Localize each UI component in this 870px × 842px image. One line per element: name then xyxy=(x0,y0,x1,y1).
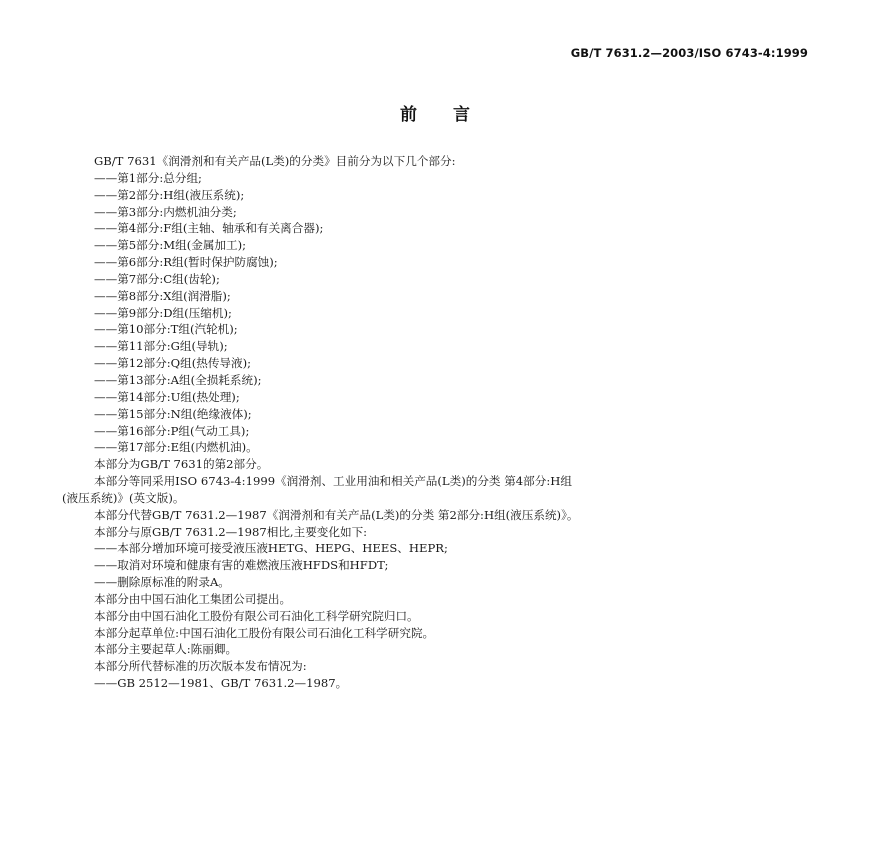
foreword-paragraph: ——第13部分:A组(全损耗系统); xyxy=(94,372,262,387)
standard-number: GB/T 7631.2—2003/ISO 6743-4:1999 xyxy=(570,46,808,60)
foreword-paragraph: 本部分代替GB/T 7631.2—1987《润滑剂和有关产品(L类)的分类 第2部分:H组(液压系统)》。 xyxy=(94,507,579,522)
foreword-paragraph: 本部分所代替标准的历次版本发布情况为: xyxy=(94,659,307,674)
foreword-paragraph: 本部分等同采用ISO 6743-4:1999《润滑剂、工业用油和相关产品(L类)的分类 第4部分:H组 xyxy=(94,474,572,489)
foreword-paragraph: ——第2部分:H组(液压系统); xyxy=(94,187,245,202)
foreword-paragraph: ——第15部分:N组(绝缘液体); xyxy=(94,406,252,421)
foreword-paragraph: ——取消对环境和健康有害的难燃液压液HFDS和HFDT; xyxy=(94,558,389,573)
foreword-paragraph: 本部分由中国石油化工集团公司提出。 xyxy=(94,591,292,606)
foreword-paragraph: 本部分与原GB/T 7631.2—1987相比,主要变化如下: xyxy=(94,524,368,539)
foreword-paragraph: 本部分主要起草人:陈丽卿。 xyxy=(94,642,238,657)
foreword-paragraph: ——第14部分:U组(热处理); xyxy=(94,389,240,404)
foreword-paragraph: ——第17部分:E组(内燃机油)。 xyxy=(94,440,258,455)
foreword-paragraph: 本部分为GB/T 7631的第2部分。 xyxy=(94,457,269,472)
page-title: 前言 xyxy=(400,105,506,125)
foreword-paragraph: ——本部分增加环境可接受液压液HETG、HEPG、HEES、HEPR; xyxy=(94,541,448,556)
foreword-paragraph: ——第9部分:D组(压缩机); xyxy=(94,305,232,320)
foreword-paragraph: ——第6部分:R组(暂时保护防腐蚀); xyxy=(94,255,278,270)
foreword-paragraph: 本部分由中国石油化工股份有限公司石油化工科学研究院归口。 xyxy=(94,608,419,623)
foreword-paragraph: ——GB 2512—1981、GB/T 7631.2—1987。 xyxy=(94,676,348,691)
foreword-paragraph: ——第4部分:F组(主轴、轴承和有关离合器); xyxy=(94,221,324,236)
foreword-paragraph: ——第7部分:C组(齿轮); xyxy=(94,271,220,286)
foreword-paragraph: GB/T 7631《润滑剂和有关产品(L类)的分类》目前分为以下几个部分: xyxy=(94,154,456,168)
foreword-paragraph: ——第10部分:T组(汽轮机); xyxy=(94,322,238,337)
foreword-paragraph: ——删除原标准的附录A。 xyxy=(94,575,230,590)
foreword-paragraph: ——第12部分:Q组(热传导液); xyxy=(94,356,252,371)
foreword-paragraph: ——第1部分:总分组; xyxy=(94,170,202,185)
foreword-paragraph: ——第5部分:M组(金属加工); xyxy=(94,238,247,253)
foreword-paragraph: (液压系统)》(英文版)。 xyxy=(62,490,185,505)
foreword-body xyxy=(62,153,822,692)
foreword-paragraph: 本部分起草单位:中国石油化工股份有限公司石油化工科学研究院。 xyxy=(94,625,435,640)
foreword-paragraph: ——第11部分:G组(导轨); xyxy=(94,339,228,354)
foreword-paragraph: ——第8部分:X组(润滑脂); xyxy=(94,288,231,303)
foreword-paragraph: ——第16部分:P组(气动工具); xyxy=(94,423,250,438)
foreword-paragraph: ——第3部分:内燃机油分类; xyxy=(94,204,237,219)
